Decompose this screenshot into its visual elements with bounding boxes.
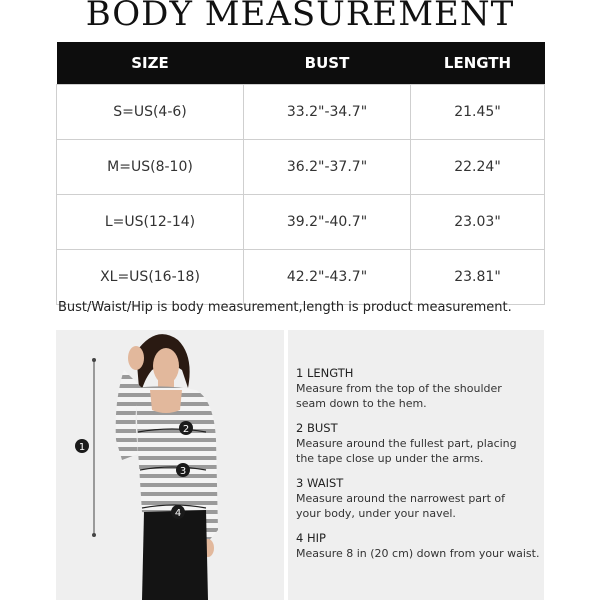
instruction-line: Measure around the narrowest part of [296,492,505,505]
instruction-bust [296,421,517,466]
svg-text:4: 4 [174,508,182,519]
marker-hip-icon [171,505,185,519]
instruction-line: Measure around the fullest part, placing [296,437,517,450]
length-cell: 23.03" [411,195,545,250]
svg-text:2: 2 [182,424,190,435]
marker-length-icon [75,439,89,453]
measurement-instructions-panel [288,330,544,600]
size-cell: L=US(12-14) [57,195,244,250]
size-cell: XL=US(16-18) [57,250,244,305]
instruction-line: seam down to the hem. [296,397,427,410]
length-cell: 22.24" [411,140,545,195]
svg-text:3: 3 [179,466,187,477]
instruction-hip [296,531,539,561]
header-bust: BUST [244,42,411,85]
bust-cell: 36.2"-37.7" [244,140,411,195]
size-cell: M=US(8-10) [57,140,244,195]
instruction-waist [296,476,505,521]
length-cell: 23.81" [411,250,545,305]
model-photo-panel [56,330,284,600]
instruction-heading: 3 WAIST [296,476,344,490]
table-row [57,195,545,250]
bust-cell: 42.2"-43.7" [244,250,411,305]
header-length: LENGTH [411,42,545,85]
instruction-line: Measure 8 in (20 cm) down from your waist. [296,547,540,560]
instruction-line: Measure from the top of the shoulder [296,382,502,395]
face-shape [153,348,179,384]
size-table [56,42,545,305]
table-row [57,140,545,195]
svg-text:1: 1 [78,442,86,453]
instruction-heading: 1 LENGTH [296,366,354,380]
table-header-row [57,42,545,85]
pants-shape [142,510,208,600]
instruction-length [296,366,502,411]
page-title: BODY MEASUREMENT [85,0,515,34]
instruction-line: the tape close up under the arms. [296,452,484,465]
instruction-heading: 4 HIP [296,531,326,545]
size-cell: S=US(4-6) [57,85,244,140]
model-illustration [56,330,284,600]
marker-waist-icon [176,463,190,477]
bust-cell: 39.2"-40.7" [244,195,411,250]
table-row [57,85,545,140]
marker-bust-icon [179,421,193,435]
measurement-note: Bust/Waist/Hip is body measurement,length is product measurement. [58,300,512,315]
instruction-line: your body, under your navel. [296,507,456,520]
header-size: SIZE [57,42,244,85]
bust-cell: 33.2"-34.7" [244,85,411,140]
table-row [57,250,545,305]
instruction-heading: 2 BUST [296,421,338,435]
length-cell: 21.45" [411,85,545,140]
